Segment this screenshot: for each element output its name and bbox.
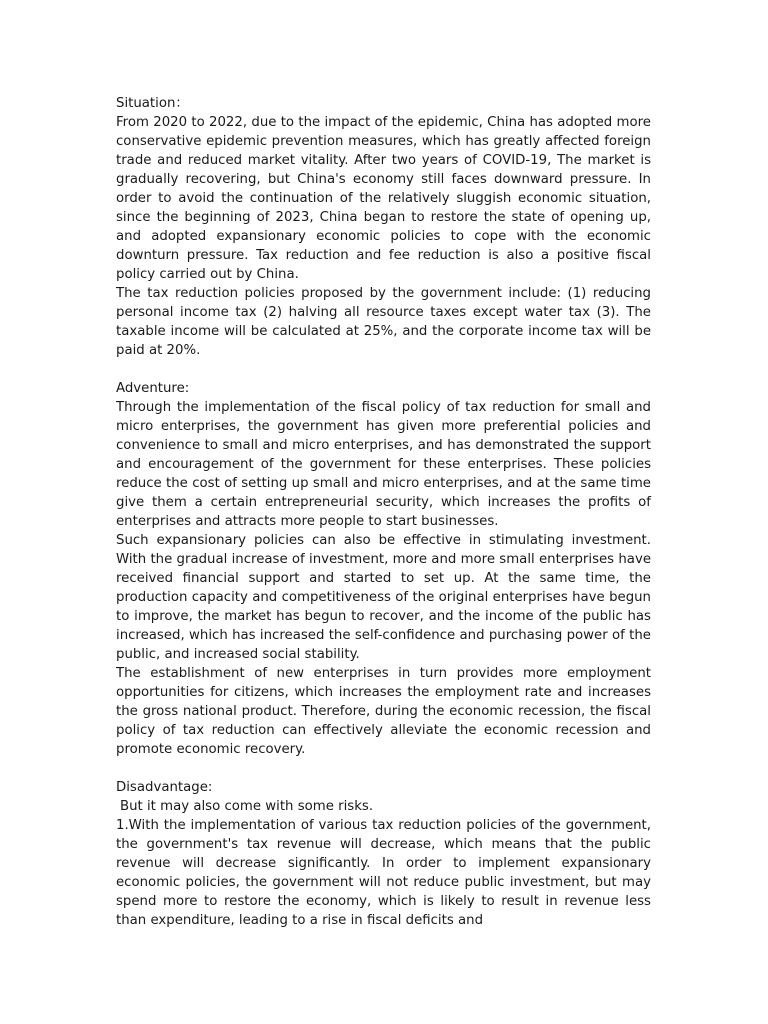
blank-line	[116, 759, 651, 778]
adventure-paragraph-1: Through the implementation of the fiscal policy of tax reduction for small and micro enterprises, the government has given more preferential policies and convenience to small and micro enterprises, and has demonstrated the support and encouragement of the government for these enterprises. These policies reduce the cost of setting up small and micro enterprises, and at the same time give them a certain entrepreneurial security, which increases the profits of enterprises and attracts more people to start businesses.	[116, 400, 651, 529]
adventure-paragraph-2: Such expansionary policies can also be effective in stimulating investment. With the gradual increase of investment, more and more small enterprises have received financial support and started to set up. At the same time, the production capacity and competitiveness of the original enterprises have begun to improve, the market has begun to recover, and the income of the public has increased, which has increased the self-confidence and purchasing power of the public, and increased social stability.	[116, 533, 651, 662]
disadvantage-intro: But it may also come with some risks.	[120, 799, 374, 814]
adventure-paragraph-3: The establishment of new enterprises in turn provides more employment opportunities for citizens, which increases the employment rate and increases the gross national product. Therefore, during the economic recession, the fiscal policy of tax reduction can effectively alleviate the economic recession and promote economic recovery.	[116, 666, 651, 757]
situation-paragraph-1: From 2020 to 2022, due to the impact of the epidemic, China has adopted more conservative epidemic prevention measures, which has greatly affected foreign trade and reduced market vitality. After two years of COVID-19, The market is gradually recovering, but China's economy still faces downward pressure. In order to avoid the continuation of the relatively sluggish economic situation, since the beginning of 2023, China began to restore the state of opening up, and adopted expansionary economic policies to cope with the economic downturn pressure. Tax reduction and fee reduction is also a positive fiscal policy carried out by China.	[116, 115, 651, 282]
situation-paragraph-2: The tax reduction policies proposed by the government include: (1) reducing personal income tax (2) halving all resource taxes except water tax (3). The taxable income will be calculated at 25%, and the corporate income tax will be paid at 20%.	[116, 286, 651, 358]
document-page	[116, 94, 651, 930]
situation-heading: Situation：	[116, 96, 189, 111]
disadvantage-paragraph-1: 1.With the implementation of various tax reduction policies of the government, the government's tax revenue will decrease, which means that the public revenue will decrease significantly. In order to implement expansionary economic policies, the government will not reduce public investment, but may spend more to restore the economy, which is likely to result in revenue less than expenditure, leading to a rise in fiscal deficits and	[116, 818, 651, 928]
blank-line	[116, 360, 651, 379]
disadvantage-heading: Disadvantage:	[116, 780, 213, 795]
adventure-heading: Adventure:	[116, 381, 190, 396]
